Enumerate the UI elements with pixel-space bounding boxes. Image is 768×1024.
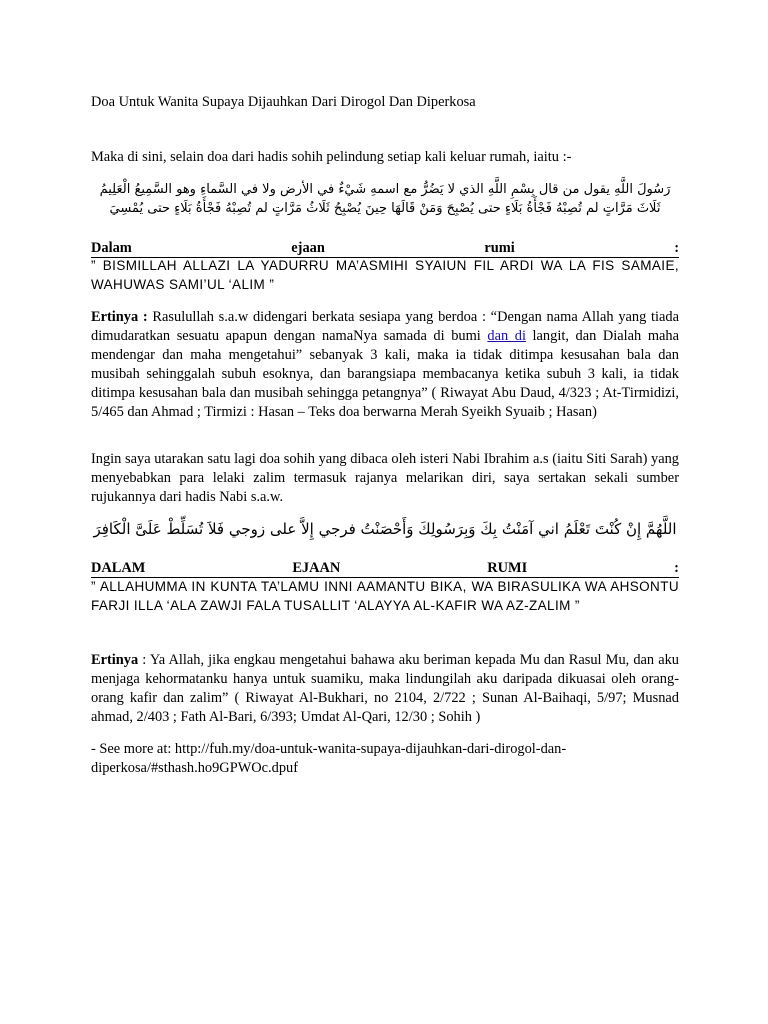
paragraph-siti-sarah: Ingin saya utarakan satu lagi doa sohih yang dibaca oleh isteri Nabi Ibrahim a.s (iaitu Siti Sarah) yang menyebabkan para lelaki zalim termasuk rajanya melarikan diri, saya sertakan sekali sumber rujukannya dari hadis Nabi s.a.w. [91, 451, 679, 505]
ejaan-word: EJAAN [292, 560, 341, 576]
ejaan-word: : [674, 560, 679, 576]
ejaan-heading-2 [91, 560, 679, 578]
rumi-transliteration-1: ” BISMILLAH ALLAZI LA YADURRU MA’ASMIHI SYAIUN FIL ARDI WA LA FIS SAMAIE, WAHUWAS SAMI’UL ‘ALIM ” [91, 258, 679, 292]
document-title: Doa Untuk Wanita Supaya Dijauhkan Dari Dirogol Dan Diperkosa [91, 94, 476, 110]
ertinya-text: langit, dan Dialah maha mendengar dan maha mengetahui” sebanyak 3 kali, maka ia tidak ditimpa kesusahan bala dan musibah sehinggalah subuh esoknya, dan barangsiapa membacanya ketika subuh 3 kali, ia tidak ditimpa kesusahan bala dan musibah sehingga petangnya” ( Riwayat Abu Daud, 4/323 ; At-Tirmidizi, 5/465 dan Ahmad ; Tirmizi : Hasan – Teks doa berwarna Merah Syeikh Syuaib ; Hasan) [91, 328, 679, 420]
ertinya-label: Ertinya : [91, 309, 148, 325]
inline-link[interactable]: dan di [487, 328, 526, 344]
arabic-prayer-1: رَسُولَ اللَّهِ يقول من قال بِسْمِ اللَّهِ الذي لا يَضُرُّ مع اسمهِ شَيْءٌ في الأرض ولا في السَّماءِ وهو السَّمِيعُ الْعَلِيمُ ثَلَاثَ مَرَّاتٍ لم تُصِبْهُ فَجْأَةُ بَلَاءٍ حتى يُصْبِحَ وَمَنْ قَالَهَا حِينَ يُصْبِحُ ثَلَاثُ مَرَّاتٍ لم تُصِبْهُ فَجْأَةُ بَلَاءٍ حتى يُمْسِيَ [99, 182, 671, 216]
ertinya-paragraph-1 [91, 308, 679, 422]
ejaan-word: DALAM [91, 560, 146, 576]
ertinya-paragraph-2 [91, 651, 679, 727]
rumi-transliteration-2: ” ALLAHUMMA IN KUNTA TA’LAMU INNI AAMANTU BIKA, WA BIRASULIKA WA AHSONTU FARJI ILLA ‘ALA ZAWJI FALA TUSALLIT ‘ALAYYA AL-KAFIR WA AZ-ZALIM ” [91, 579, 679, 613]
ejaan-word: : [674, 240, 679, 256]
ejaan-word: RUMI [487, 560, 528, 576]
ertinya-text: : Ya Allah, jika engkau mengetahui bahawa aku beriman kepada Mu dan Rasul Mu, dan aku menjaga kehormatanku hanya untuk suamiku, maka lindungilah aku daripada dikuasai oleh orang-orang kafir dan zalim” ( Riwayat Al-Bukhari, no 2104, 2/722 ; Sunan Al-Baihaqi, 5/97; Musnad ahmad, 2/403 ; Fath Al-Bari, 6/393; Umdat Al-Qari, 12/30 ; Sohih ) [91, 652, 679, 725]
arabic-prayer-2: اللَّهُمَّ إِنْ كُنْتَ تَعْلَمُ اني آمَنْتُ بِكَ وَبِرَسُولِكَ وَأَحْصَنْتُ فرجي إِلاَّ على زوجي فَلاَ تُسَلِّطْ عَلَىَّ الْكَافِرَ [93, 520, 677, 538]
intro-paragraph: Maka di sini, selain doa dari hadis sohih pelindung setiap kali keluar rumah, iaitu :- [91, 149, 572, 165]
ejaan-word: rumi [484, 240, 515, 256]
ertinya-label: Ertinya [91, 652, 139, 668]
ertinya-text: Rasulullah s.a.w didengari berkata sesiapa yang berdoa : “Dengan nama Allah yang tiada dimudaratkan sesuatu apapun dengan namaNya samada di bumi [91, 309, 679, 344]
see-more-source: - See more at: http://fuh.my/doa-untuk-wanita-supaya-dijauhkan-dari-dirogol-dan-diperkosa/#sthash.ho9GPWOc.dpuf [91, 741, 567, 776]
ejaan-word: ejaan [291, 240, 325, 256]
ejaan-word: Dalam [91, 240, 132, 256]
